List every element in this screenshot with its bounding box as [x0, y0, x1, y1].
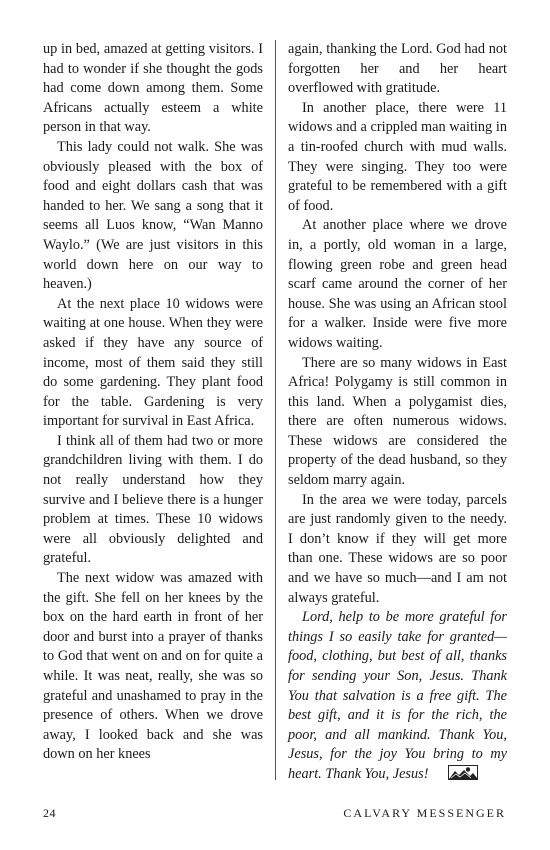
right-paragraph-4: There are so many widows in East Africa! Polygamy is still common in this land. When a polygamist dies, there are often numerous widows. These widows are considered the property of the dead husband, so they seldom marry again. [288, 354, 507, 489]
right-paragraph-2: In another place, there were 11 widows and a crippled man waiting in a tin-roofed church with mud walls. They were singing. They too were grateful to be remembered with a gift of food. [288, 99, 507, 214]
left-paragraph-3: At the next place 10 widows were waiting at one house. When they were asked if they have any source of income, most of them said they still do some gardening. They plant food for the table. Gardening is very important for survival in East Africa. [43, 295, 263, 430]
magazine-title: CALVARY MESSENGER [343, 806, 506, 820]
page-number: 24 [43, 806, 56, 820]
left-paragraph-2: This lady could not walk. She was obviously pleased with the box of food and eight dollars cash that was handed to her. We sang a song that it seems all Luos know, “Wan Manno Waylo.” (We are just visitors in this world down here on our way to heaven.) [43, 138, 263, 293]
left-paragraph-1: up in bed, amazed at getting visitors. I had to wonder if she thought the gods had come down among them. Some Africans actually esteem a white person in that way. [43, 41, 263, 136]
right-paragraph-1: again, thanking the Lord. God had not forgotten her and her heart overflowed with gratitude. [288, 41, 507, 97]
closing-prayer [288, 608, 507, 784]
right-paragraph-5: In the area we were today, parcels are just randomly given to the needy. I don’t know if they will get more than one. These widows are so poor and we have so much—and I am not always grateful. [288, 491, 507, 606]
column-divider [275, 40, 276, 780]
left-column [43, 40, 263, 765]
left-paragraph-4: I think all of them had two or more grandchildren living with them. I do not really understand how they survive and I believe there is a hunger problem at times. These 10 widows were all obviously delighted and grateful. [43, 432, 263, 567]
landscape-ornament-icon [434, 765, 464, 780]
closing-prayer-text: Lord, help to be more grateful for things I so easily take for granted—food, clothing, but best of all, thanks for sending your Son, Jesus. Thank You that salvation is a free gift. The best gift, and it is for the rich, the poor, and all mankind. Thank You, Jesus, for the joy You bring to my heart. Thank You, Jesus! [288, 609, 507, 782]
right-column [288, 40, 507, 785]
right-paragraph-3: At another place where we drove in, a portly, old woman in a large, flowing green robe and green head scarf came around the corner of her house. She was using an African stool for a walker. Inside were five more widows waiting. [288, 217, 507, 351]
left-paragraph-5: The next widow was amazed with the gift. She fell on her knees by the box on the hard earth in front of her door and burst into a prayer of thanks to God that went on and on for quite a while. It was neat, really, she was so grateful and unashamed to pray in the presence of others. When we drove away, I looked back and she was down on her knees [43, 570, 263, 763]
